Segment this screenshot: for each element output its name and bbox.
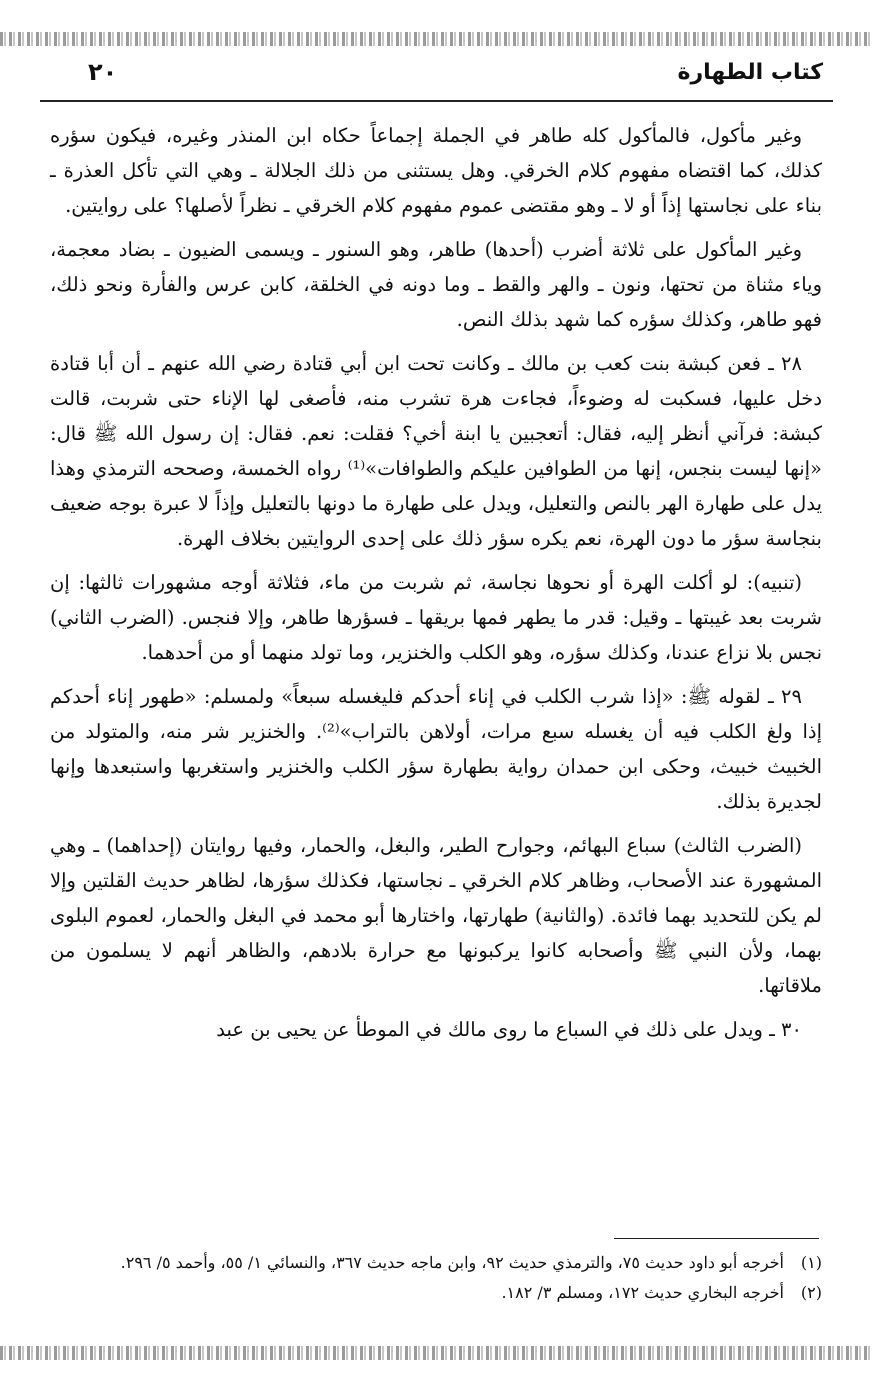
page-number: ٢٠ (88, 58, 118, 86)
footnote-marker: (٢) (800, 1283, 822, 1302)
footnote-text: أخرجه البخاري حديث ١٧٢، ومسلم ٣/ ١٨٢. (501, 1283, 784, 1302)
paragraph: (تنبيه): لو أكلت الهرة أو نحوها نجاسة، ثم شربت من ماء، فثلاثة أوجه مشهورات ثالثها: إن شربت بعد غيبتها ـ وقيل: قدر ما يطهر فمها بريقها ـ فسؤرها طاهر، وإلا فنجس. (الضرب الثاني) نجس بلا نزاع عندنا، وكذلك سؤره، وهو الكلب والخنزير، وما تولد منهما أو من أحدهما. (50, 571, 822, 664)
footnote-rule (614, 1238, 819, 1239)
footnote (50, 1248, 822, 1278)
page-header (40, 58, 833, 92)
footnote (50, 1278, 822, 1308)
paragraph: ٣٠ ـ ويدل على ذلك في السباع ما روى مالك في الموطأ عن يحيى بن عبد (216, 1018, 802, 1041)
paragraph: (الضرب الثالث) سباع البهائم، وجوارح الطير، والبغل، والحمار، وفيها روايتان (إحداهما) ـ وهي المشهورة عند الأصحاب، وظاهر كلام الخرقي ـ نجاستها، فكذلك سؤرها، لظاهر حديث القلتين وإلا لم يكن للتحديد بهما فائدة. (والثانية) طهارتها، واختارها أبو محمد في البغل والحمار، لعموم البلوى بهما، ولأن النبي ﷺ وأصحابه كانوا يركبونها مع حرارة بلادهم، والظاهر أنهم لا يسلمون من ملاقاتها. (50, 834, 822, 997)
paragraph: ٢٩ ـ لقوله ﷺ: «إذا شرب الكلب في إناء أحدكم فليغسله سبعاً» ولمسلم: «طهور إناء أحدكم إذا ولغ الكلب فيه أن يغسله سبع مرات، أولاهن بالتراب»⁽²⁾. والخنزير شر منه، والمتولد من الخبيث خبيث، وحكى ابن حمدان رواية بطهارة سؤر الكلب والخنزير واستغربها واستبعدها وإنها لجديرة بذلك. (50, 685, 823, 813)
main-text (50, 118, 822, 1056)
paragraph: ٢٨ ـ فعن كبشة بنت كعب بن مالك ـ وكانت تحت ابن أبي قتادة رضي الله عنهم ـ أن أبا قتادة دخل عليها، فسكبت له وضوءاً، فجاءت هرة تشرب منه، فأصغى لها الإناء حتى شربت، قالت كبشة: فرآني أنظر إليه، فقال: أتعجبين يا ابنة أخي؟ فقلت: نعم. فقال: إن رسول الله ﷺ قال: «إنها ليست بنجس، إنها من الطوافين عليكم والطوافات»⁽¹⁾ رواه الخمسة، وصححه الترمذي وهذا يدل على طهارة الهر بالنص والتعليل، ويدل على طهارة ما دونها بالتعليل وإذاً لا عبرة بوجه ضعيف بنجاسة سؤر ما دون الهرة، نعم يكره سؤر ذلك على إحدى الروايتين بخلاف الهرة. (50, 352, 822, 550)
header-rule (40, 100, 833, 102)
bottom-ornamental-border (0, 1346, 873, 1360)
footnote-text: أخرجه أبو داود حديث ٧٥، والترمذي حديث ٩٢، وابن ماجه حديث ٣٦٧، والنسائي ١/ ٥٥، وأحمد ٥/ ٢٩٦. (120, 1253, 784, 1272)
top-ornamental-border (0, 32, 873, 46)
running-title: كتاب الطهارة (677, 60, 823, 85)
paragraph: وغير المأكول على ثلاثة أضرب (أحدها) طاهر، وهو السنور ـ ويسمى الضيون ـ بضاد معجمة، وياء مثناة من تحتها، ونون ـ والهر والقط ـ وما دونه في الخلقة، كابن عرس والفأرة ونحو ذلك، فهو طاهر، وكذلك سؤره كما شهد بذلك النص. (50, 238, 822, 331)
paragraph: وغير مأكول، فالمأكول كله طاهر في الجملة إجماعاً حكاه ابن المنذر وغيره، فيكون سؤره كذلك، كما اقتضاه مفهوم كلام الخرقي. وهل يستثنى من ذلك الجلالة ـ وهي التي تأكل العذرة ـ بناء على نجاستها إذاً أو لا ـ وهو مقتضى عموم مفهوم كلام الخرقي ـ نظراً لأصلها؟ على روايتين. (50, 124, 822, 217)
footnotes (50, 1248, 822, 1308)
footnote-marker: (١) (800, 1253, 822, 1272)
